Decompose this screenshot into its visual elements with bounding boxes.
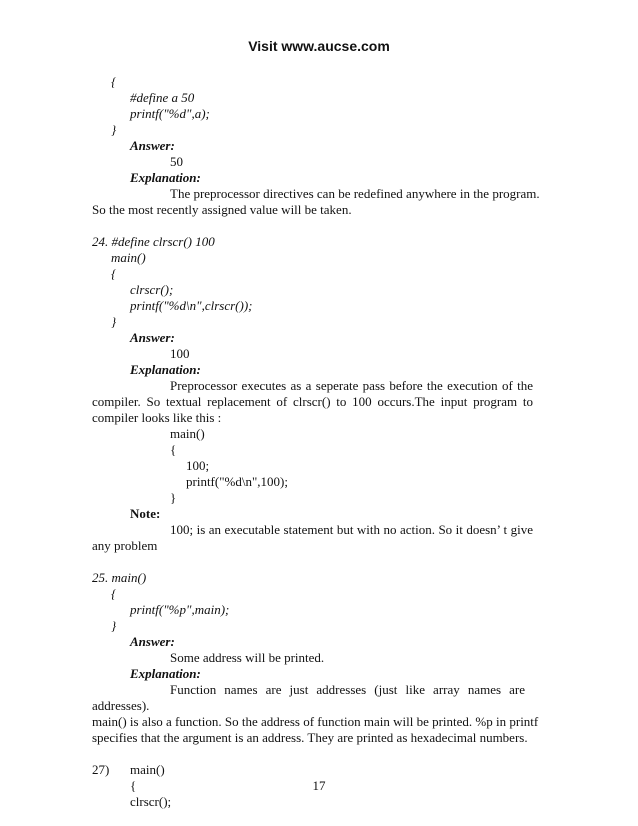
code-line: printf("%d\n",100); [186, 474, 288, 489]
answer-label: Answer: [130, 330, 175, 345]
code-line: main() [170, 426, 205, 441]
code-line: printf("%d\n",clrscr()); [130, 298, 253, 313]
code-line: clrscr(); [130, 282, 174, 297]
page-number: 17 [312, 778, 326, 793]
explanation-text: compiler looks like this : [92, 410, 222, 425]
code-line: main() [130, 762, 165, 777]
code-line: main() [111, 250, 146, 265]
answer-value: 100 [170, 346, 190, 361]
code-line: clrscr(); [130, 794, 172, 809]
note-text: any problem [92, 538, 158, 553]
explanation-text: main() is also a function. So the address of function main will be printed. %p in printf [92, 714, 539, 729]
code-line: printf("%d",a); [130, 106, 210, 121]
answer-value: Some address will be printed. [170, 650, 325, 665]
question-title: 24. #define clrscr() 100 [92, 234, 215, 249]
explanation-text: specifies that the argument is an address. They are printed as hexadecimal numbers. [92, 730, 528, 745]
code-line: { [130, 778, 137, 793]
question-title: 25. main() [92, 570, 147, 585]
code-line: 100; [186, 458, 210, 473]
question-number: 27) [92, 762, 110, 777]
explanation-text: addresses). [92, 698, 150, 713]
code-line: } [170, 490, 177, 505]
code-line: { [111, 266, 117, 281]
explanation-label: Explanation: [130, 362, 201, 377]
explanation-text: So the most recently assigned value will be taken. [92, 202, 352, 217]
page-header: Visit www.aucse.com [248, 38, 390, 54]
code-line: } [111, 618, 117, 633]
explanation-label: Explanation: [130, 666, 201, 681]
answer-label: Answer: [130, 138, 175, 153]
note-text: 100; is an executable statement but with no action. So it doesn’ t give [170, 522, 533, 537]
code-line: { [111, 74, 117, 89]
explanation-text: Function names are just addresses (just like array names are [170, 682, 525, 697]
code-line: #define a 50 [130, 90, 195, 105]
explanation-text: Preprocessor executes as a seperate pass before the execution of the [170, 378, 533, 393]
code-line: { [111, 586, 117, 601]
note-label: Note: [130, 506, 161, 521]
code-line: printf("%p",main); [130, 602, 230, 617]
code-line: } [111, 314, 117, 329]
code-line: } [111, 122, 117, 137]
explanation-label: Explanation: [130, 170, 201, 185]
explanation-text: The preprocessor directives can be redefined anywhere in the program. [170, 186, 540, 201]
explanation-text: compiler. So textual replacement of clrscr() to 100 occurs.The input program to [92, 394, 533, 409]
code-line: { [170, 442, 177, 457]
answer-label: Answer: [130, 634, 175, 649]
answer-value: 50 [170, 154, 183, 169]
